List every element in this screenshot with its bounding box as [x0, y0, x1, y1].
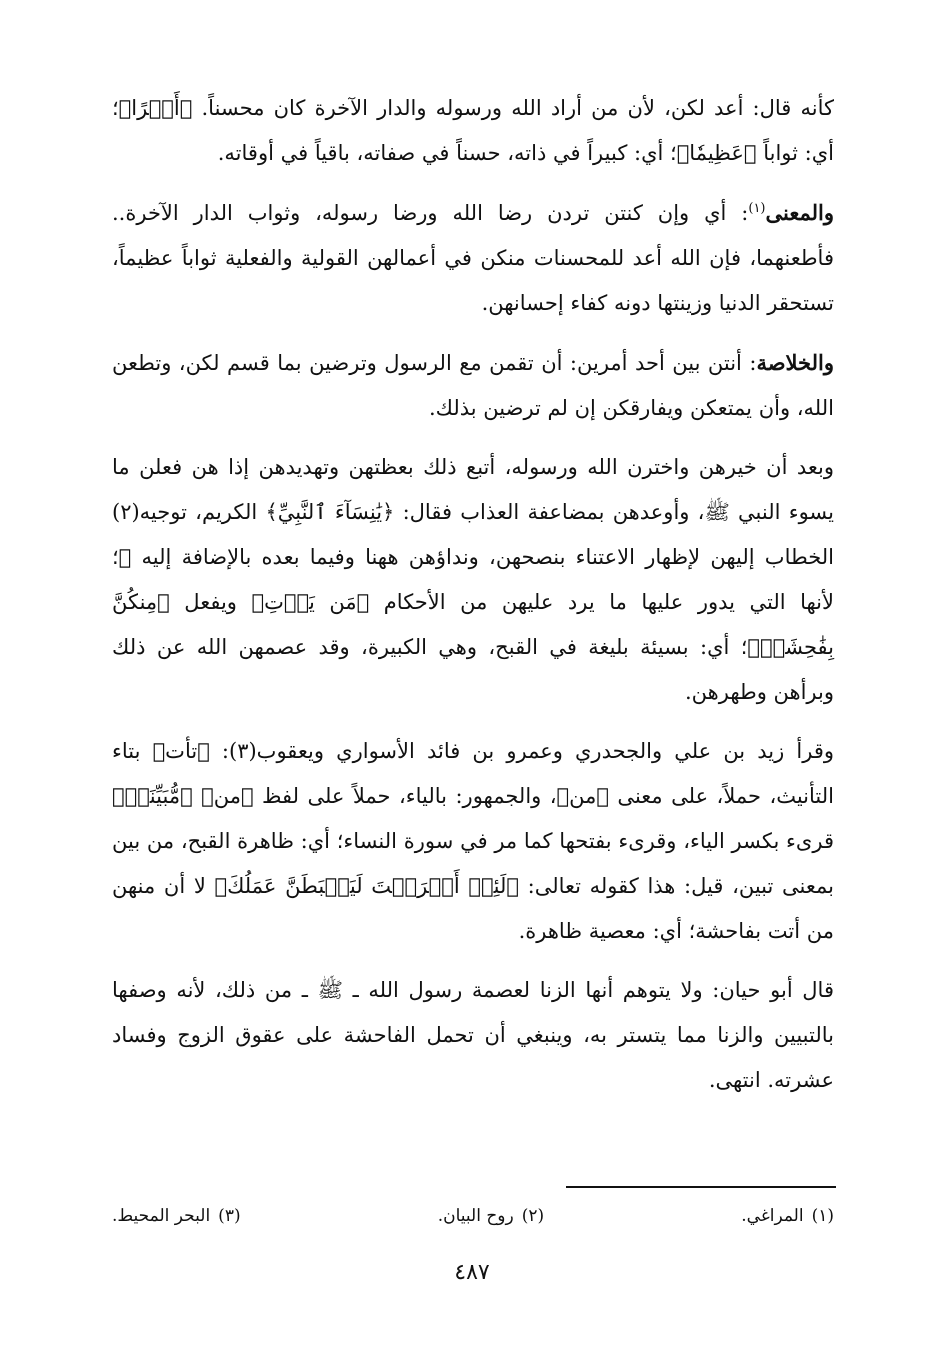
paragraph-4	[112, 445, 834, 715]
footnote-marker: (١)	[748, 201, 766, 216]
footnotes	[112, 1202, 834, 1230]
paragraph-text: وبعد أن خيرهن واخترن الله ورسوله، أتبع ذلك بعظتهن وتهديدهن إذا هن فعلن ما يسوء النبي ﷺ، وأوعدهن بمضاعفة العذاب فقال: ﴿يَٰنِسَآءَ ٱلنَّبِيِّ﴾ الكريم، توجيه(٢) الخطاب إليهن لإظهار الاعتناء بنصحهن، ونداؤهن ههنا وفيما بعده بالإضافة إليه ﷺ؛ لأنها التي يدور عليها ما يرد عليهن من الأحكام ﴿مَن يَأۡتِ﴾ ويفعل ﴿مِنكُنَّ بِفَٰحِشَةٖ﴾؛ أي: بسيئة بليغة في القبح، وهي الكبيرة، وقد عصمهن الله عن ذلك وبرأهن وطهرهن.	[112, 455, 834, 704]
page-number: ٤٨٧	[454, 1260, 490, 1285]
paragraph-2	[112, 190, 834, 326]
footnote-1	[741, 1202, 834, 1230]
paragraph-text: كأنه قال: أعد لكن، لأن من أراد الله ورسوله والدار الآخرة كان محسناً. ﴿أَجۡرًا﴾؛ أي: ثواباً ﴿عَظِيمٗا﴾؛ أي: كبيراً في ذاته، حسناً في صفاته، باقياً في أوقاته.	[112, 96, 834, 165]
footnote-2	[438, 1202, 544, 1230]
paragraph-6	[112, 968, 834, 1103]
paragraph-3	[112, 340, 834, 431]
paragraph-5	[112, 729, 834, 954]
footnote-text: البحر المحيط.	[112, 1206, 211, 1226]
footnote-number: (٢)	[521, 1206, 545, 1226]
paragraph-text: : أنتن بين أحد أمرين: أن تقمن مع الرسول وترضين بما قسم لكن، وتطعن الله، وأن يمتعكن ويفارقكن إن لم ترضين بذلك.	[112, 351, 834, 420]
footnote-divider	[566, 1186, 836, 1188]
paragraph-text: : أي وإن كنتن تردن رضا الله ورضا رسوله، وثواب الدار الآخرة.. فأطعنهما، فإن الله أعد للمحسنات منكن في أعمالهن القولية والفعلية ثواباً عظيماً، تستحقر الدنيا وزينتها دونه كفاء إحسانهن.	[112, 201, 834, 315]
paragraph-lead: والمعنى	[765, 200, 834, 225]
footnote-number: (٣)	[218, 1206, 241, 1226]
paragraph-text: وقرأ زيد بن علي والجحدري وعمرو بن فائد الأسواري ويعقوب(٣): ﴿تأت﴾ بتاء التأنيث، حملاً، على معنى ﴿من﴾، والجمهور: بالياء، حملاً على لفظ ﴿من﴾ ﴿مُّبَيِّنَةٖ﴾ قرىء بكسر الياء، وقرىء بفتحها كما مر في سورة النساء؛ أي: ظاهرة القبح، من بين بمعنى تبين، قيل: هذا كقوله تعالى: ﴿لَئِنۡ أَشۡرَكۡتَ لَيَحۡبَطَنَّ عَمَلُكَ﴾ لا أن منهن من أتت بفاحشة؛ أي: معصية ظاهرة.	[112, 739, 835, 943]
paragraph-1	[112, 86, 834, 176]
paragraph-lead: والخلاصة	[756, 350, 834, 375]
footnote-text: المراغي.	[741, 1206, 804, 1226]
footnote-number: (١)	[811, 1206, 834, 1226]
footnote-3	[112, 1202, 241, 1230]
footnote-text: روح البيان.	[437, 1206, 514, 1226]
main-text	[112, 86, 834, 1117]
paragraph-text: قال أبو حيان: ولا يتوهم أنها الزنا لعصمة رسول الله ـ ﷺ ـ من ذلك، لأنه وصفها بالتبيين والزنا مما يتستر به، وينبغي أن تحمل الفاحشة على عقوق الزوج وفساد عشرته. انتهى.	[112, 978, 834, 1092]
